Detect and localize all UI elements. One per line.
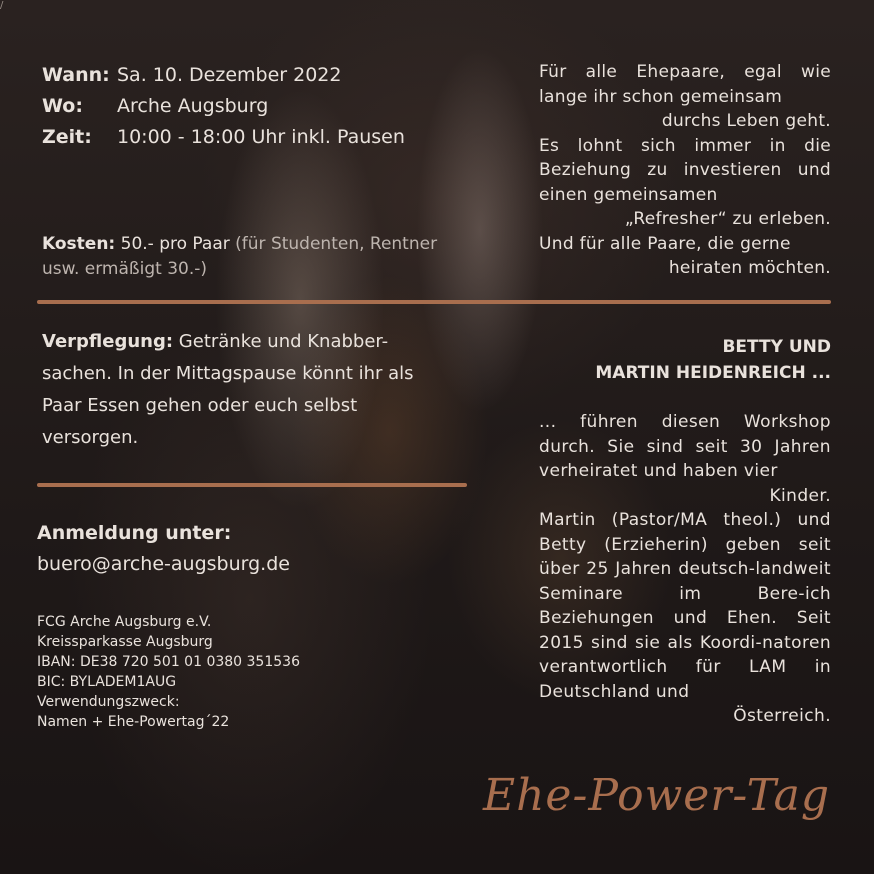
intro-line-6: heiraten möchten. — [668, 258, 831, 278]
bio-para-1: ... führen diesen Workshop durch. Sie sind seit 30 Jahren verheiratet und haben vier — [539, 412, 831, 481]
brand-title: Ehe-Power-Tag — [482, 770, 830, 821]
bank-line-6: Namen + Ehe-Powertag´22 — [37, 714, 230, 730]
corner-mark: / — [0, 0, 4, 11]
intro-line-5: Und für alle Paare, die gerne — [539, 233, 791, 254]
divider-left — [37, 483, 467, 487]
time-value: 10:00 - 18:00 Uhr inkl. Pausen — [117, 126, 405, 148]
where-label: Wo: — [42, 95, 83, 117]
costs-note: (für Studenten, Rentner usw. ermäßigt 30.-) — [42, 234, 438, 279]
divider-full — [37, 300, 831, 304]
hosts-line-1: BETTY UND — [722, 337, 831, 357]
catering-label: Verpflegung: — [42, 331, 174, 352]
intro-line-1: Für alle Ehepaare, egal wie lange ihr schon gemeinsam — [539, 62, 831, 107]
where-value: Arche Augsburg — [117, 95, 269, 117]
where-row — [42, 91, 405, 122]
bank-line-2: Kreissparkasse Augsburg — [37, 634, 213, 650]
bank-line-5: Verwendungszweck: — [37, 694, 180, 710]
bio-para-2: Martin (Pastor/MA theol.) und Betty (Erzieherin) geben seit über 25 Jahren deutsch-landweit Seminare im Bere-ich Beziehungen und Ehen. Seit 2015 sind sie als Koordi-natoren verantwortlich für LAM in Deutschland und — [539, 510, 831, 702]
when-row — [42, 60, 405, 91]
bio-para-1-end: Kinder. — [769, 485, 831, 506]
intro-line-2: durchs Leben geht. — [661, 111, 831, 131]
intro-text — [539, 60, 831, 281]
hosts-bio — [539, 410, 831, 729]
bank-line-1: FCG Arche Augsburg e.V. — [37, 614, 212, 630]
bank-line-3: IBAN: DE38 720 501 01 0380 351536 — [37, 654, 300, 670]
bio-para-2-end: Österreich. — [733, 706, 831, 726]
costs-label: Kosten: — [42, 234, 116, 254]
event-info — [42, 60, 405, 153]
registration-block — [37, 518, 290, 580]
catering-block — [42, 326, 452, 454]
time-label: Zeit: — [42, 126, 92, 148]
hosts-line-2: MARTIN HEIDENREICH ... — [595, 363, 831, 383]
time-row — [42, 122, 405, 153]
when-label: Wann: — [42, 64, 110, 86]
catering-text: Getränke und Knabber-sachen. In der Mittagspause könnt ihr als Paar Essen gehen oder euch selbst versorgen. — [42, 331, 414, 448]
bank-line-4: BIC: BYLADEM1AUG — [37, 674, 177, 690]
hosts-heading — [539, 334, 831, 386]
when-value: Sa. 10. Dezember 2022 — [117, 64, 342, 86]
registration-email[interactable]: buero@arche-augsburg.de — [37, 553, 290, 575]
bank-details — [37, 612, 300, 732]
registration-label: Anmeldung unter: — [37, 522, 232, 544]
intro-line-3: Es lohnt sich immer in die Beziehung zu investieren und einen gemeinsamen — [539, 135, 831, 205]
costs-block — [42, 232, 442, 282]
intro-line-4: „Refresher“ zu erleben. — [624, 209, 831, 229]
costs-value: 50.- pro Paar — [120, 234, 230, 254]
